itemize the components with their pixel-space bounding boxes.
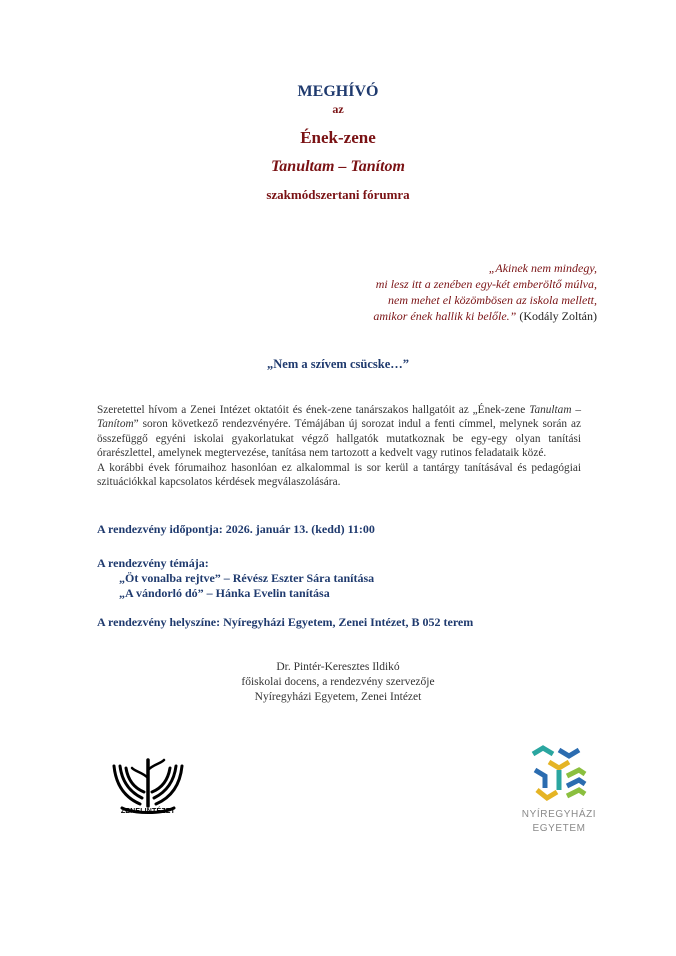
invitation-title: MEGHÍVÓ bbox=[297, 83, 379, 100]
signature-role: főiskolai docens, a rendezvény szervezője bbox=[241, 676, 435, 688]
nyiregyhazi-egyetem-label bbox=[496, 808, 622, 836]
subject-title: Ének-zene bbox=[300, 128, 376, 147]
quote-line: nem mehet el közömbösen az iskola mellett, bbox=[388, 293, 597, 307]
series-title: Tanultam – Tanítom bbox=[271, 158, 405, 175]
invitation-body bbox=[97, 403, 581, 489]
body-series-italic: Tanultam – Tanítom bbox=[97, 404, 581, 431]
body-text-b: ” soron következő rendezvényére. Témájában új sorozat indul a fenti címmel, melynek során az összefüggő egyéni iskolai gyakorlatukat végző hallgatók mutatkoznak be egy-egy olyan tanítási órarészlettel, amelynek megtervezése, tanítása nem tartozott a kedvelt vagy rutinos feladataik közé. bbox=[97, 418, 581, 460]
title-connector: az bbox=[332, 102, 344, 116]
event-place: A rendezvény helyszíne: Nyíregyházi Egyetem, Zenei Intézet, B 052 terem bbox=[97, 615, 474, 629]
body-paragraph-2: A korábbi évek fórumaihoz hasonlóan ez alkalommal is sor kerül a tantárgy tanításával és pedagógiai szituációkkal kapcsolatos kérdések megválaszolására. bbox=[97, 461, 581, 489]
event-theme bbox=[97, 556, 587, 601]
zenei-intezet-label: ZENEI INTÉZET bbox=[120, 808, 176, 815]
quote-line-text: amikor ének hallik ki belőle.” bbox=[373, 309, 517, 323]
signature-name: Dr. Pintér-Keresztes Ildikó bbox=[276, 661, 400, 673]
event-time: A rendezvény időpontja: 2026. január 13. (kedd) 11:00 bbox=[97, 522, 375, 536]
university-name-line1: NYÍREGYHÁZI bbox=[521, 809, 597, 820]
university-name-line2: EGYETEM bbox=[532, 823, 586, 834]
quote-line-last bbox=[277, 308, 597, 324]
signature-org: Nyíregyházi Egyetem, Zenei Intézet bbox=[254, 691, 422, 703]
body-text-a: Szeretettel hívom a Zenei Intézet oktatóit és ének-zene tanárszakos hallgatóit az „Ének-zene bbox=[97, 404, 530, 416]
body-paragraph-1 bbox=[97, 403, 581, 461]
nyiregyhazi-egyetem-logo-icon bbox=[523, 740, 593, 808]
forum-subtitle: szakmódszertani fórumra bbox=[266, 187, 410, 202]
event-theme-label: A rendezvény témája: bbox=[97, 556, 209, 570]
invitation-header bbox=[0, 82, 676, 203]
motto: „Nem a szívem csücske…” bbox=[267, 357, 409, 371]
quote-author: (Kodály Zoltán) bbox=[519, 309, 597, 323]
kodaly-quote bbox=[277, 260, 597, 324]
event-theme-item: „Öt vonalba rejtve” – Révész Eszter Sára tanítása bbox=[119, 571, 375, 585]
signature-block bbox=[0, 660, 676, 705]
quote-line: mi lesz itt a zenében egy-két emberöltő múlva, bbox=[375, 277, 597, 291]
event-theme-item: „A vándorló dó” – Hánka Evelin tanítása bbox=[119, 586, 330, 600]
quote-line: „Akinek nem mindegy, bbox=[488, 261, 597, 275]
